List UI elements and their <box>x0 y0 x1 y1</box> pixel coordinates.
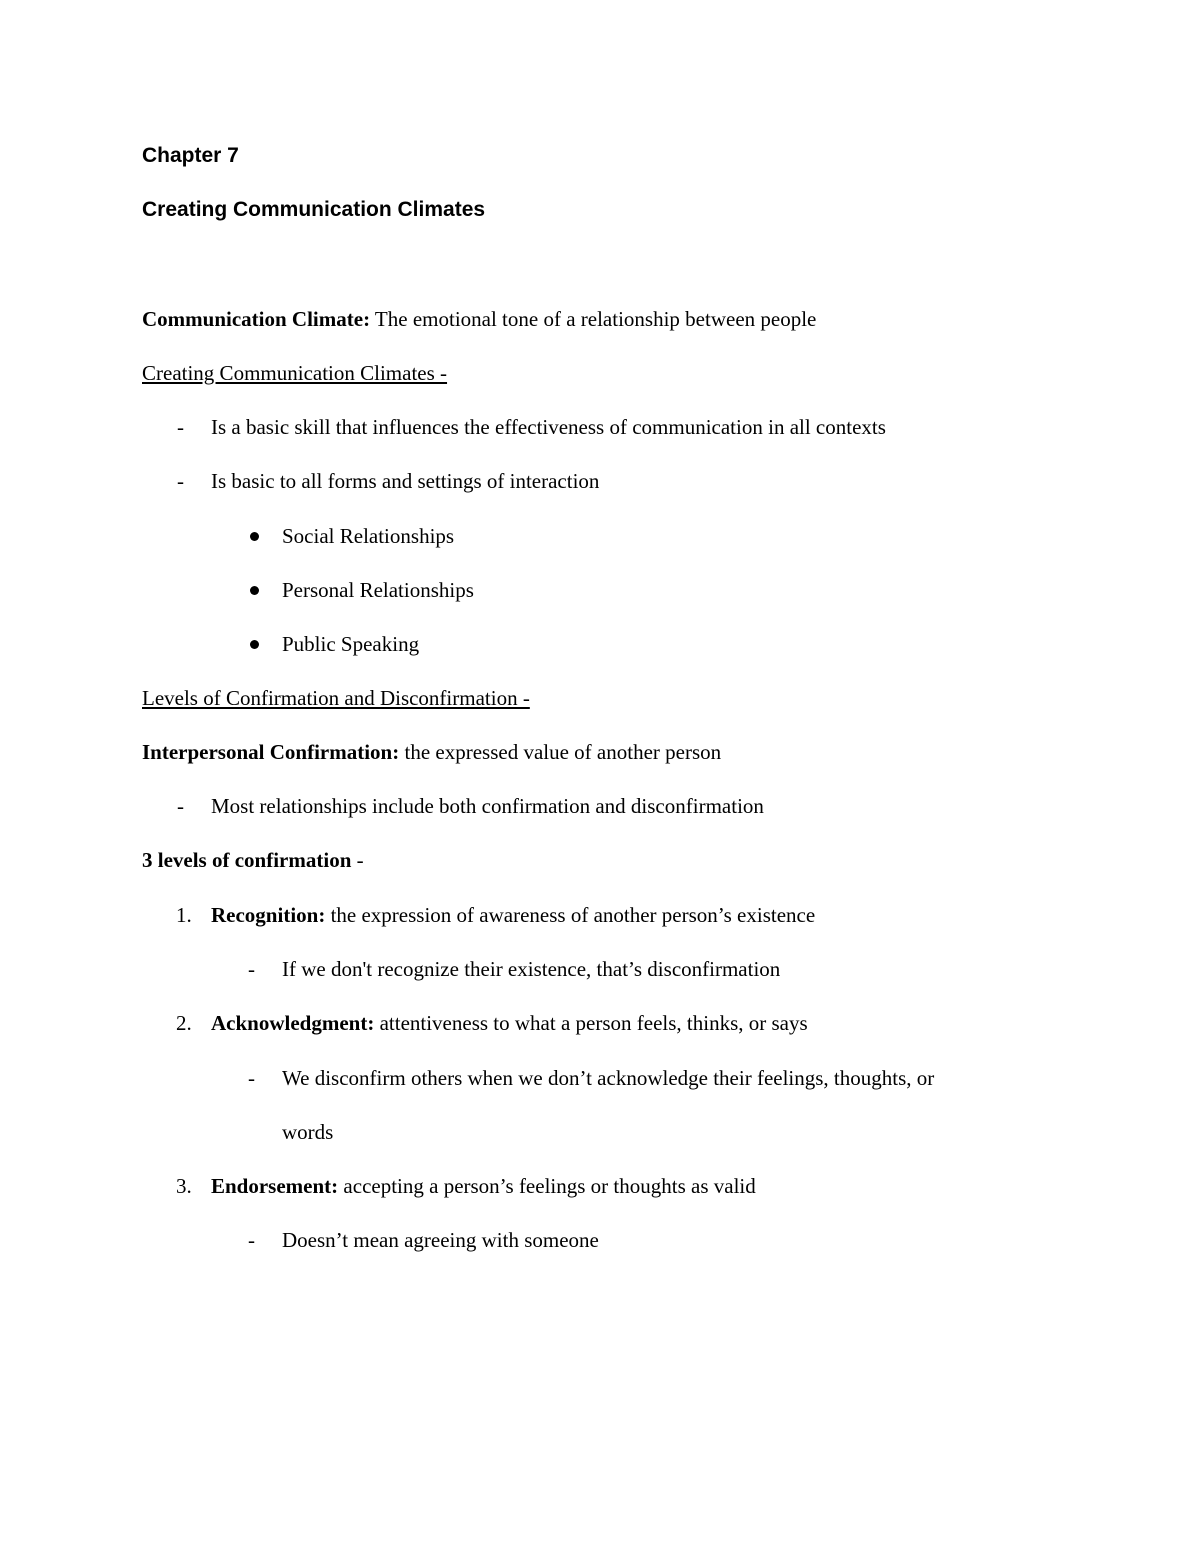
levels-heading-suffix: - <box>351 848 364 872</box>
sub-item: We disconfirm others when we don’t acknowledge their feelings, thoughts, or <box>282 1066 935 1090</box>
bullet-icon <box>250 640 259 649</box>
definition-text: the expressed value of another person <box>399 740 722 764</box>
numbered-item <box>211 901 815 929</box>
section-heading-levels: Levels of Confirmation and Disconfirmation - <box>142 686 530 710</box>
list-number: 1. <box>176 903 192 927</box>
section-heading-creating-climates: Creating Communication Climates - <box>142 361 448 385</box>
level-term: Recognition: <box>211 903 326 927</box>
dash-marker: - <box>177 469 184 493</box>
numbered-item <box>211 1009 808 1037</box>
dash-marker: - <box>177 415 184 439</box>
level-term: Acknowledgment: <box>211 1011 375 1035</box>
list-item: Most relationships include both confirmation and disconfirmation <box>211 794 764 818</box>
dash-marker: - <box>248 1066 255 1090</box>
dash-marker: - <box>248 1228 255 1252</box>
list-item: Is basic to all forms and settings of interaction <box>211 469 600 493</box>
level-text: attentiveness to what a person feels, thinks, or says <box>374 1011 808 1035</box>
list-number: 2. <box>176 1011 192 1035</box>
list-item: Is a basic skill that influences the effectiveness of communication in all contexts <box>211 415 886 439</box>
numbered-item <box>211 1172 756 1200</box>
list-item: Social Relationships <box>282 524 455 548</box>
page-title: Creating Communication Climates <box>142 198 486 221</box>
level-term: Endorsement: <box>211 1174 339 1198</box>
definition-term: Communication Climate: <box>142 307 371 331</box>
communication-climate-definition <box>142 305 816 333</box>
definition-text: The emotional tone of a relationship between people <box>370 307 817 331</box>
dash-marker: - <box>177 794 184 818</box>
sub-item-continuation: words <box>282 1120 334 1144</box>
sub-item: Doesn’t mean agreeing with someone <box>282 1228 599 1252</box>
list-number: 3. <box>176 1174 192 1198</box>
interpersonal-confirmation-definition <box>142 738 721 766</box>
bullet-icon <box>250 532 259 541</box>
dash-marker: - <box>248 957 255 981</box>
level-text: the expression of awareness of another person’s existence <box>325 903 816 927</box>
definition-term: Interpersonal Confirmation: <box>142 740 400 764</box>
levels-heading-text: 3 levels of confirmation <box>142 848 352 872</box>
chapter-label: Chapter 7 <box>142 144 239 167</box>
sub-item: If we don't recognize their existence, that’s disconfirmation <box>282 957 781 981</box>
list-item: Public Speaking <box>282 632 420 656</box>
bullet-icon <box>250 586 259 595</box>
level-text: accepting a person’s feelings or thoughts as valid <box>338 1174 756 1198</box>
list-item: Personal Relationships <box>282 578 474 602</box>
levels-heading <box>142 846 364 874</box>
